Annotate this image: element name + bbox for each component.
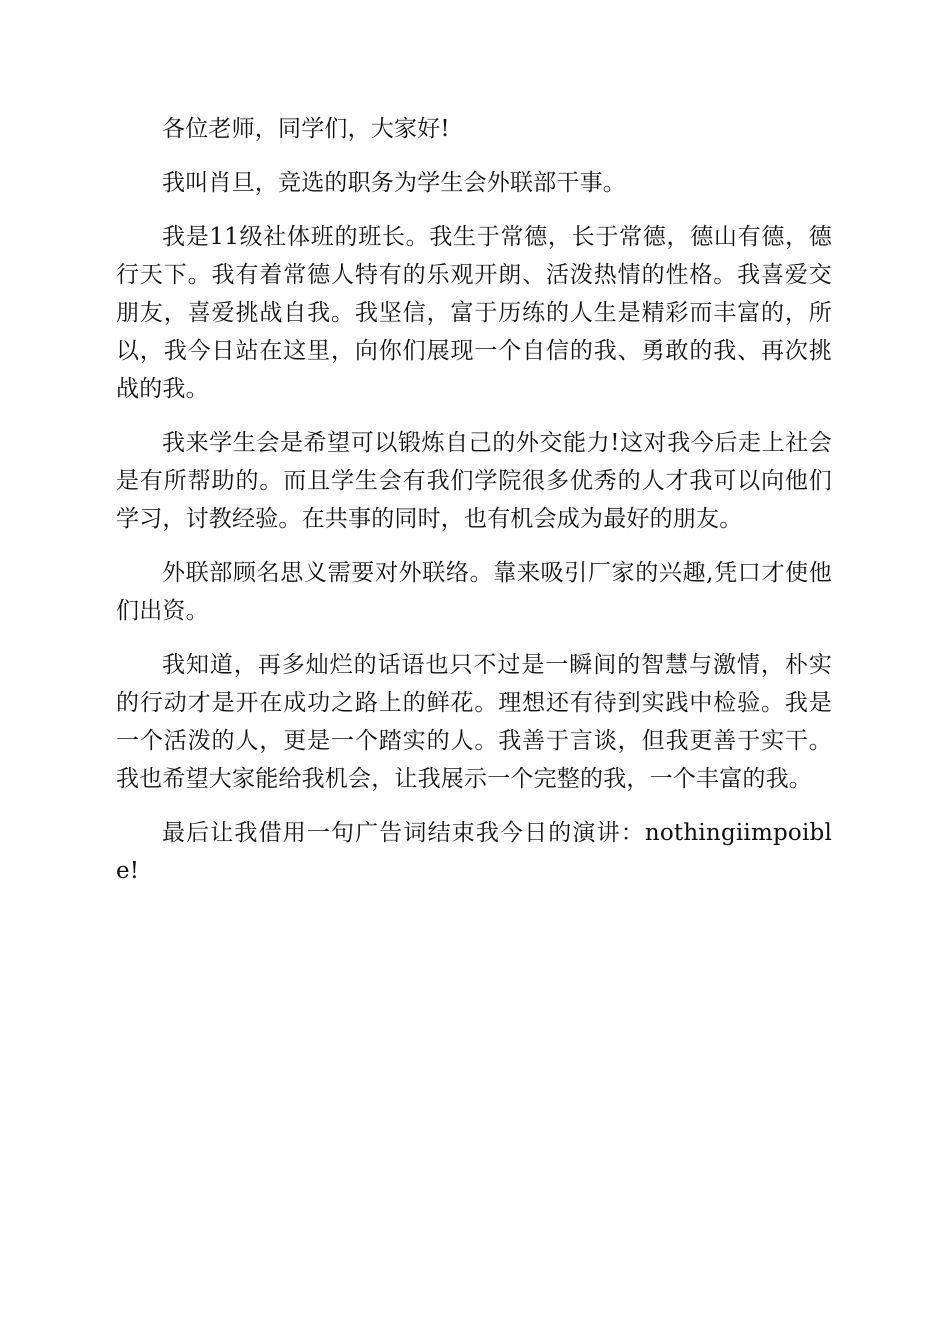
paragraph-greeting: 各位老师，同学们，大家好! (162, 116, 450, 142)
paragraph-background: 我是11级社体班的班长。我生于常德，长于常德，德山有德，德行天下。我有着常德人特有的乐观开朗、活泼热情的性格。我喜爱交朋友，喜爱挑战自我。我坚信，富于历练的人生是精彩而丰富的，所以，我今日站在这里，向你们展现一个自信的我、勇敢的我、再次挑战的我。 (116, 224, 832, 402)
paragraph-commitment: 我知道，再多灿烂的话语也只不过是一瞬间的智慧与激情，朴实的行动才是开在成功之路上的鲜花。理想还有待到实践中检验。我是一个活泼的人，更是一个踏实的人。我善于言谈，但我更善于实干。我也希望大家能给我机会，让我展示一个完整的我，一个丰富的我。 (116, 652, 832, 792)
paragraph-closing: 最后让我借用一句广告词结束我今日的演讲：nothingiimpoible! (116, 820, 832, 884)
paragraph-introduction: 我叫肖旦，竞选的职务为学生会外联部干事。 (162, 170, 626, 196)
paragraph-role-description: 外联部顾名思义需要对外联络。靠来吸引厂家的兴趣,凭口才使他们出资。 (116, 560, 832, 624)
document-body (116, 110, 832, 906)
paragraph-motivation: 我来学生会是希望可以锻炼自己的外交能力!这对我今后走上社会是有所帮助的。而且学生会有我们学院很多优秀的人才我可以向他们学习，讨教经验。在共事的同时，也有机会成为最好的朋友。 (116, 430, 832, 532)
